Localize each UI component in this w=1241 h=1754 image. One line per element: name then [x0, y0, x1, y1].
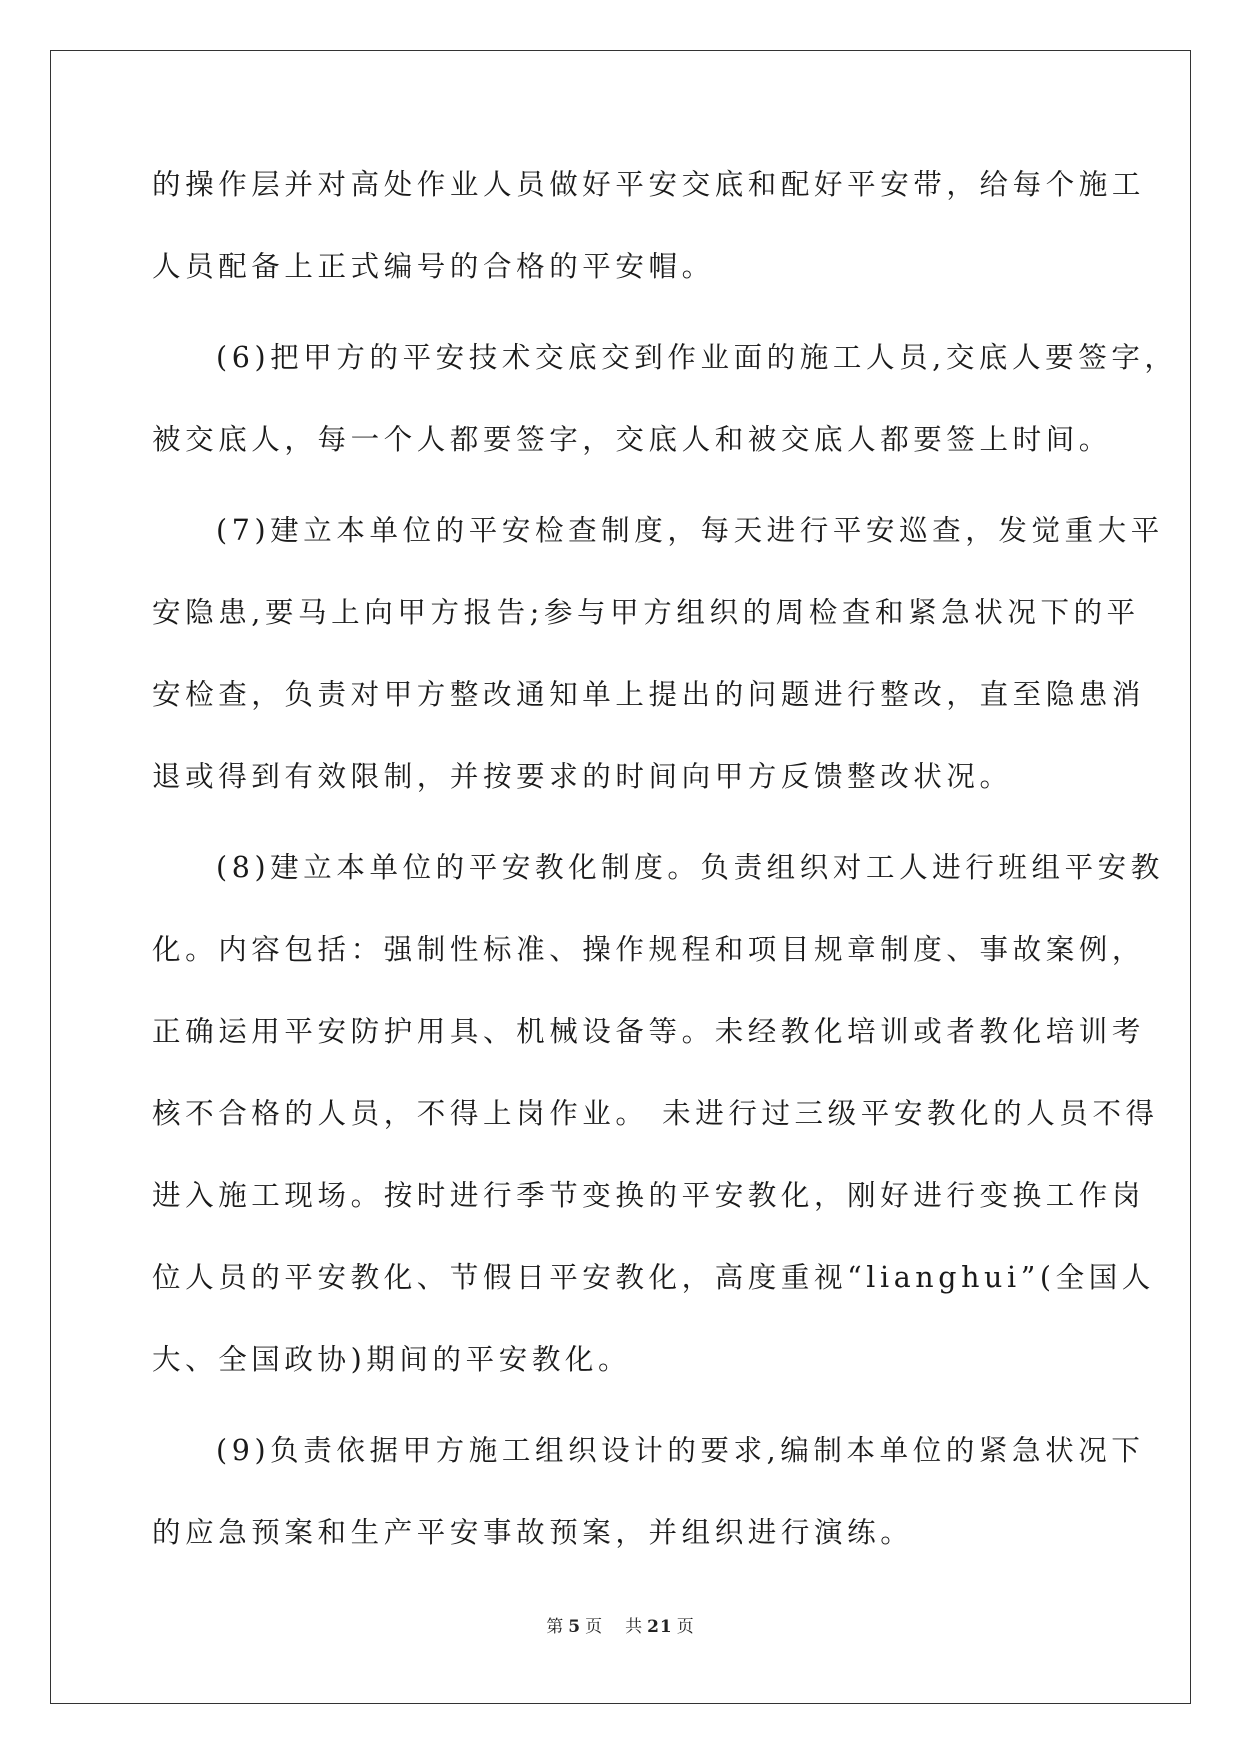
text-line: 安隐患,要马上向甲方报告;参与甲方组织的周检查和紧急状况下的平 [152, 596, 1140, 629]
text-line: 位人员的平安教化、节假日平安教化，高度重视“lianghui”(全国人 [152, 1261, 1155, 1294]
page-prefix: 第 [546, 1617, 565, 1637]
total-pages: 21 [647, 1617, 673, 1637]
text-line: 化。内容包括：强制性标准、操作规程和项目规章制度、事故案例， [152, 933, 1146, 966]
total-prefix: 共 [625, 1617, 644, 1637]
text-line: 人员配备上正式编号的合格的平安帽。 [152, 250, 715, 283]
total-suffix: 页 [676, 1617, 695, 1637]
text-line: 正确运用平安防护用具、机械设备等。未经教化培训或者教化培训考 [152, 1015, 1146, 1048]
text-line: 的应急预案和生产平安事故预案，并组织进行演练。 [152, 1516, 914, 1549]
paragraph-6-start: (6)把甲方的平安技术交底交到作业面的施工人员,交底人要签字， [216, 341, 1178, 374]
text-line: 大、全国政协)期间的平安教化。 [152, 1343, 632, 1376]
text-line: 被交底人，每一个人都要签字，交底人和被交底人都要签上时间。 [152, 423, 1112, 456]
text-line: 安检查，负责对甲方整改通知单上提出的问题进行整改，直至隐患消 [152, 678, 1146, 711]
paragraph-7-start: (7)建立本单位的平安检查制度，每天进行平安巡查，发觉重大平 [216, 514, 1164, 547]
text-line: 的操作层并对高处作业人员做好平安交底和配好平安带，给每个施工 [152, 168, 1146, 201]
paragraph-9-start: (9)负责依据甲方施工组织设计的要求,编制本单位的紧急状况下 [216, 1434, 1145, 1467]
text-line: 进入施工现场。按时进行季节变换的平安教化，刚好进行变换工作岗 [152, 1179, 1146, 1212]
text-line: 核不合格的人员，不得上岗作业。 未进行过三级平安教化的人员不得 [152, 1097, 1159, 1130]
page-suffix: 页 [585, 1617, 604, 1637]
paragraph-8-start: (8)建立本单位的平安教化制度。负责组织对工人进行班组平安教 [216, 851, 1164, 884]
document-body [152, 160, 1178, 1590]
page-number: 5 [568, 1617, 582, 1637]
page-footer [0, 1612, 1241, 1637]
text-line: 退或得到有效限制，并按要求的时间向甲方反馈整改状况。 [152, 760, 1013, 793]
